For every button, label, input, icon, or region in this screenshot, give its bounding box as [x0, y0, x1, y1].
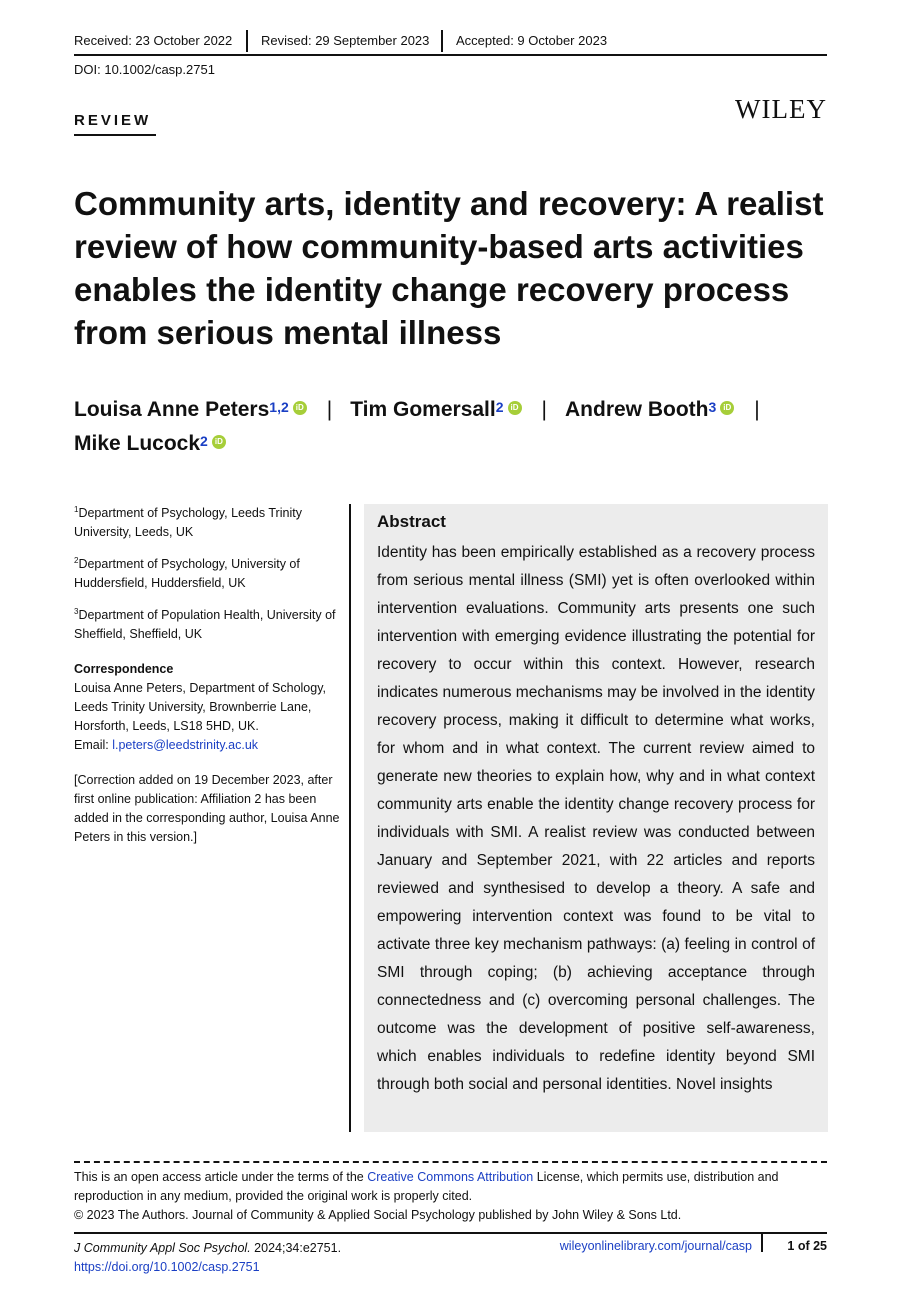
footer-divider [761, 1234, 763, 1252]
revised-date: Revised: 29 September 2023 [261, 33, 430, 48]
date-divider [246, 30, 248, 52]
license-block: This is an open access article under the terms of the Creative Commons Attribution License, which permits use, distribution and reproduction in any medium, provided the original work is properly cited. © 2023 The Authors. Journal of Community & Applied Social Psychology published by John Wiley & Sons Ltd. [74, 1170, 779, 1222]
author-affiliation: 3 [708, 399, 717, 415]
author-affiliation: 1,2 [269, 399, 289, 415]
correspondence-address: Louisa Anne Peters, Department of Schology, Leeds Trinity University, Brownberrie Lane, Horsforth, Leeds, LS18 5HD, UK. [74, 681, 327, 734]
header-rule [74, 54, 827, 56]
abstract-text: Identity has been empirically established as a recovery process from serious mental illness (SMI) yet is often overlooked within intervention evaluations. Community arts presents one such intervention with emerging evidence illustrating the potential for recovery to occur within this context. However, research indicates numerous mechanisms may be involved in the identity recovery process, making it difficult to determine what works, for whom and in what context. The current review aimed to generate new theories to explain how, why and in what context community arts enable the identity change recovery process for individuals with SMI. A realist review was conducted between January and September 2021, with 22 articles and reports reviewed and synthesised to develop a theory. A safe and empowering intervention context was found to be vital to activate three key mechanism pathways: (a) feeling in control of SMI through coping; (b) achieving acceptance through connectedness and (c) overcoming personal challenges. The outcome was the development of positive self-awareness, which enables individuals to redefine identity beyond SMI through both social and personal identities. Novel insights [377, 544, 815, 1093]
author-list [74, 393, 834, 461]
affiliation-item: $^1$Department of Psychology, Leeds Trinity University, Leeds, UK [74, 505, 302, 540]
author-name[interactable]: Tim Gomersall [350, 398, 496, 421]
correspondence-heading: Correspondence [74, 662, 174, 677]
date-divider [441, 30, 443, 52]
author-name[interactable]: Mike Lucock [74, 432, 201, 455]
footer-rule [74, 1232, 827, 1234]
received-date: Received: 23 October 2022 [74, 33, 233, 48]
doi-link[interactable]: https://doi.org/10.1002/casp.2751 [74, 1260, 260, 1274]
correction-note: [Correction added on 19 December 2023, after first online publication: Affiliation 2 has been added in the corresponding author, Louisa Anne Peters in this version.] [74, 773, 340, 845]
section-underline [74, 134, 156, 136]
journal-name: J Community Appl Soc Psychol. [74, 1241, 251, 1255]
author-separator: | [541, 398, 547, 421]
orcid-icon[interactable]: iD [293, 401, 307, 415]
article-dates [74, 33, 232, 48]
orcid-icon[interactable]: iD [212, 435, 226, 449]
copyright-text: © 2023 The Authors. Journal of Community & Applied Social Psychology published by John Wiley & Sons Ltd. [74, 1208, 682, 1222]
column-divider [349, 504, 351, 1132]
section-label: REVIEW [74, 112, 152, 129]
license-divider [74, 1161, 827, 1163]
affiliation-column [74, 500, 342, 847]
journal-site-link[interactable]: wileyonlinelibrary.com/journal/casp [559, 1239, 752, 1253]
footer-citation: J Community Appl Soc Psychol. 2024;34:e2751. https://doi.org/10.1002/casp.2751 [74, 1241, 342, 1274]
author-affiliation: 2 [200, 433, 208, 449]
email-label: Email: [74, 738, 113, 753]
email-link[interactable]: l.peters@leedstrinity.ac.uk [112, 738, 259, 753]
author-separator: | [754, 398, 760, 421]
page-number: 1 of 25 [787, 1239, 827, 1253]
orcid-icon[interactable]: iD [720, 401, 734, 415]
affiliation-item: $^2$Department of Psychology, University of Huddersfield, Huddersfield, UK [74, 556, 300, 591]
author-name[interactable]: Andrew Booth [565, 398, 709, 421]
publisher-logo: WILEY [735, 94, 827, 124]
license-link[interactable]: Creative Commons Attribution [367, 1170, 534, 1184]
accepted-date: Accepted: 9 October 2023 [456, 33, 608, 48]
doi-text: DOI: 10.1002/casp.2751 [74, 62, 215, 77]
author-name[interactable]: Louisa Anne Peters [74, 398, 270, 421]
article-title: Community arts, identity and recovery: A realist review of how community-based arts activities enables the identity change recovery process from serious mental illness [74, 185, 824, 351]
abstract-heading: Abstract [377, 512, 446, 531]
correspondence-block [74, 660, 342, 755]
orcid-icon[interactable]: iD [508, 401, 522, 415]
author-affiliation: 2 [495, 399, 504, 415]
affiliation-item: $^3$Department of Population Health, University of Sheffield, Sheffield, UK [74, 607, 336, 642]
author-separator: | [326, 398, 333, 421]
